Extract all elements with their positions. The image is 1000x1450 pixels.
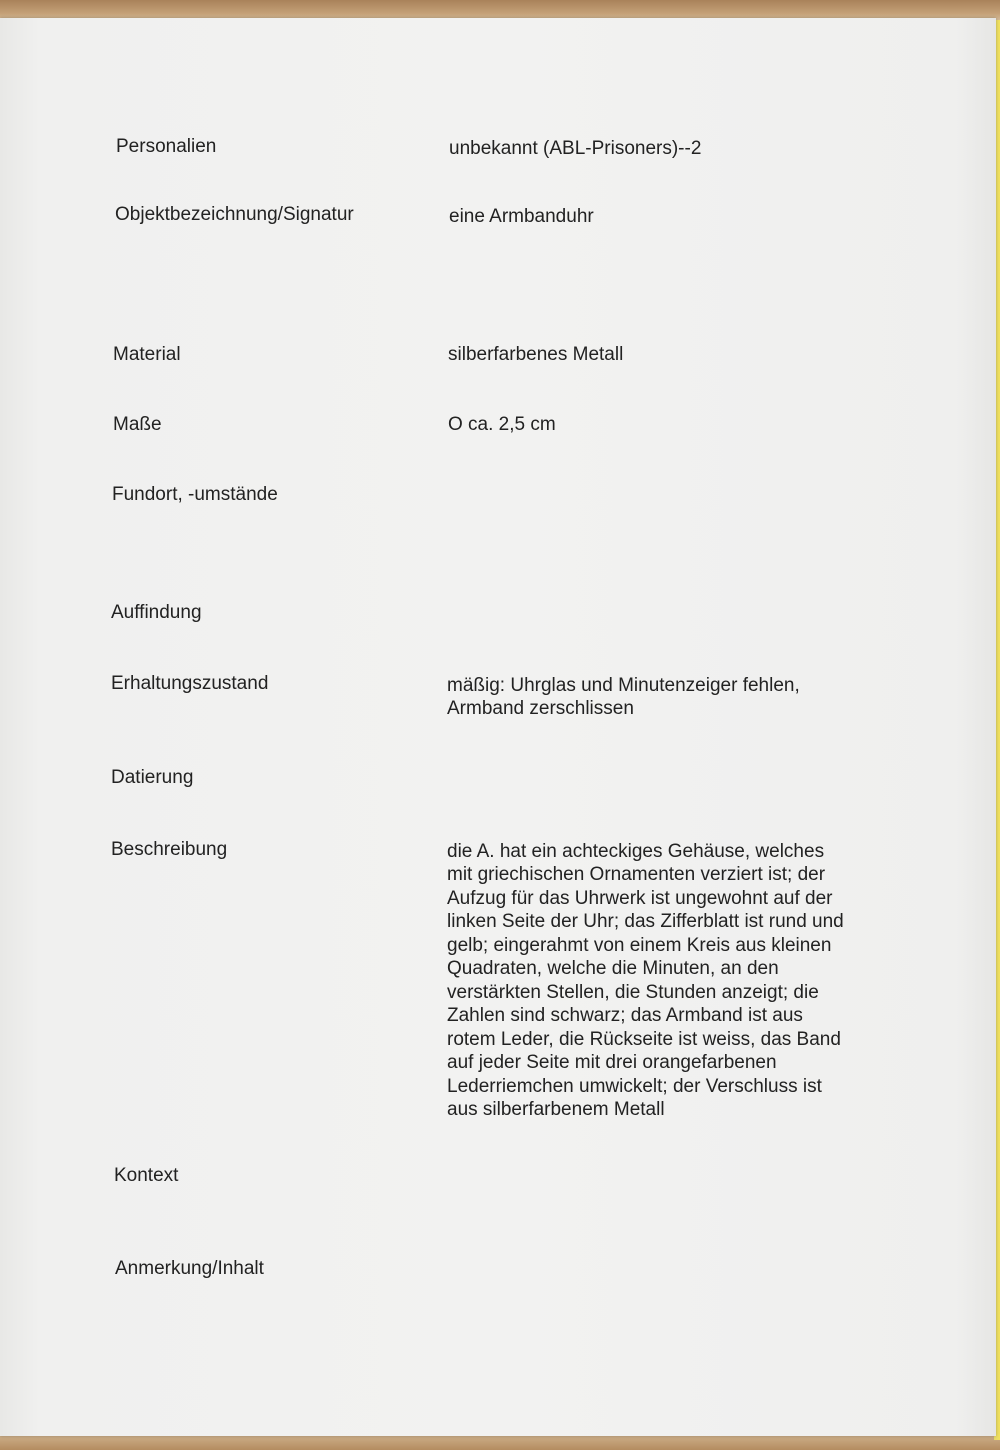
field-value-beschreibung-line-9: rotem Leder, die Rückseite ist weiss, das Band [447, 1029, 841, 1050]
field-value-masse: O ca. 2,5 cm [448, 414, 556, 435]
field-label-auffindung: Auffindung [111, 602, 202, 623]
field-value-beschreibung-line-4: linken Seite der Uhr; das Zifferblatt ist rund und [447, 911, 844, 932]
field-value-beschreibung-line-5: gelb; eingerahmt von einem Kreis aus kleinen [447, 935, 832, 956]
field-value-beschreibung-line-6: Quadraten, welche die Minuten, an den [447, 958, 779, 979]
field-value-beschreibung-line-7: verstärkten Stellen, die Stunden anzeigt; die [447, 982, 819, 1003]
field-value-beschreibung-line-11: Lederriemchen umwickelt; der Verschluss ist [447, 1076, 822, 1097]
field-value-personalien: unbekannt (ABL-Prisoners)--2 [449, 138, 702, 159]
field-value-beschreibung-line-3: Aufzug für das Uhrwerk ist ungewohnt auf der [447, 888, 833, 909]
field-label-material: Material [113, 344, 181, 365]
field-value-erhaltungszustand-line-2: Armband zerschlissen [447, 698, 634, 719]
field-label-masse: Maße [113, 414, 162, 435]
field-label-erhaltungszustand: Erhaltungszustand [111, 673, 269, 694]
field-value-beschreibung-line-8: Zahlen sind schwarz; das Armband ist aus [447, 1005, 803, 1026]
field-label-anmerkung: Anmerkung/Inhalt [115, 1258, 264, 1279]
field-value-material: silberfarbenes Metall [448, 344, 624, 365]
field-value-beschreibung-line-10: auf jeder Seite mit drei orangefarbenen [447, 1052, 777, 1073]
document-sheet [0, 18, 996, 1436]
field-label-objektbezeichnung: Objektbezeichnung/Signatur [115, 204, 354, 225]
field-value-beschreibung-line-2: mit griechischen Ornamenten verziert ist; der [447, 864, 826, 885]
field-label-datierung: Datierung [111, 767, 194, 788]
field-label-fundort: Fundort, -umstände [112, 484, 278, 505]
field-label-kontext: Kontext [114, 1165, 179, 1186]
field-label-beschreibung: Beschreibung [111, 839, 228, 860]
field-value-erhaltungszustand-line-1: mäßig: Uhrglas und Minutenzeiger fehlen, [447, 675, 800, 696]
field-value-beschreibung-line-1: die A. hat ein achteckiges Gehäuse, welches [447, 841, 825, 862]
field-value-beschreibung-line-12: aus silberfarbenem Metall [447, 1099, 665, 1120]
field-label-personalien: Personalien [116, 136, 217, 157]
field-value-objektbezeichnung: eine Armbanduhr [449, 206, 594, 227]
